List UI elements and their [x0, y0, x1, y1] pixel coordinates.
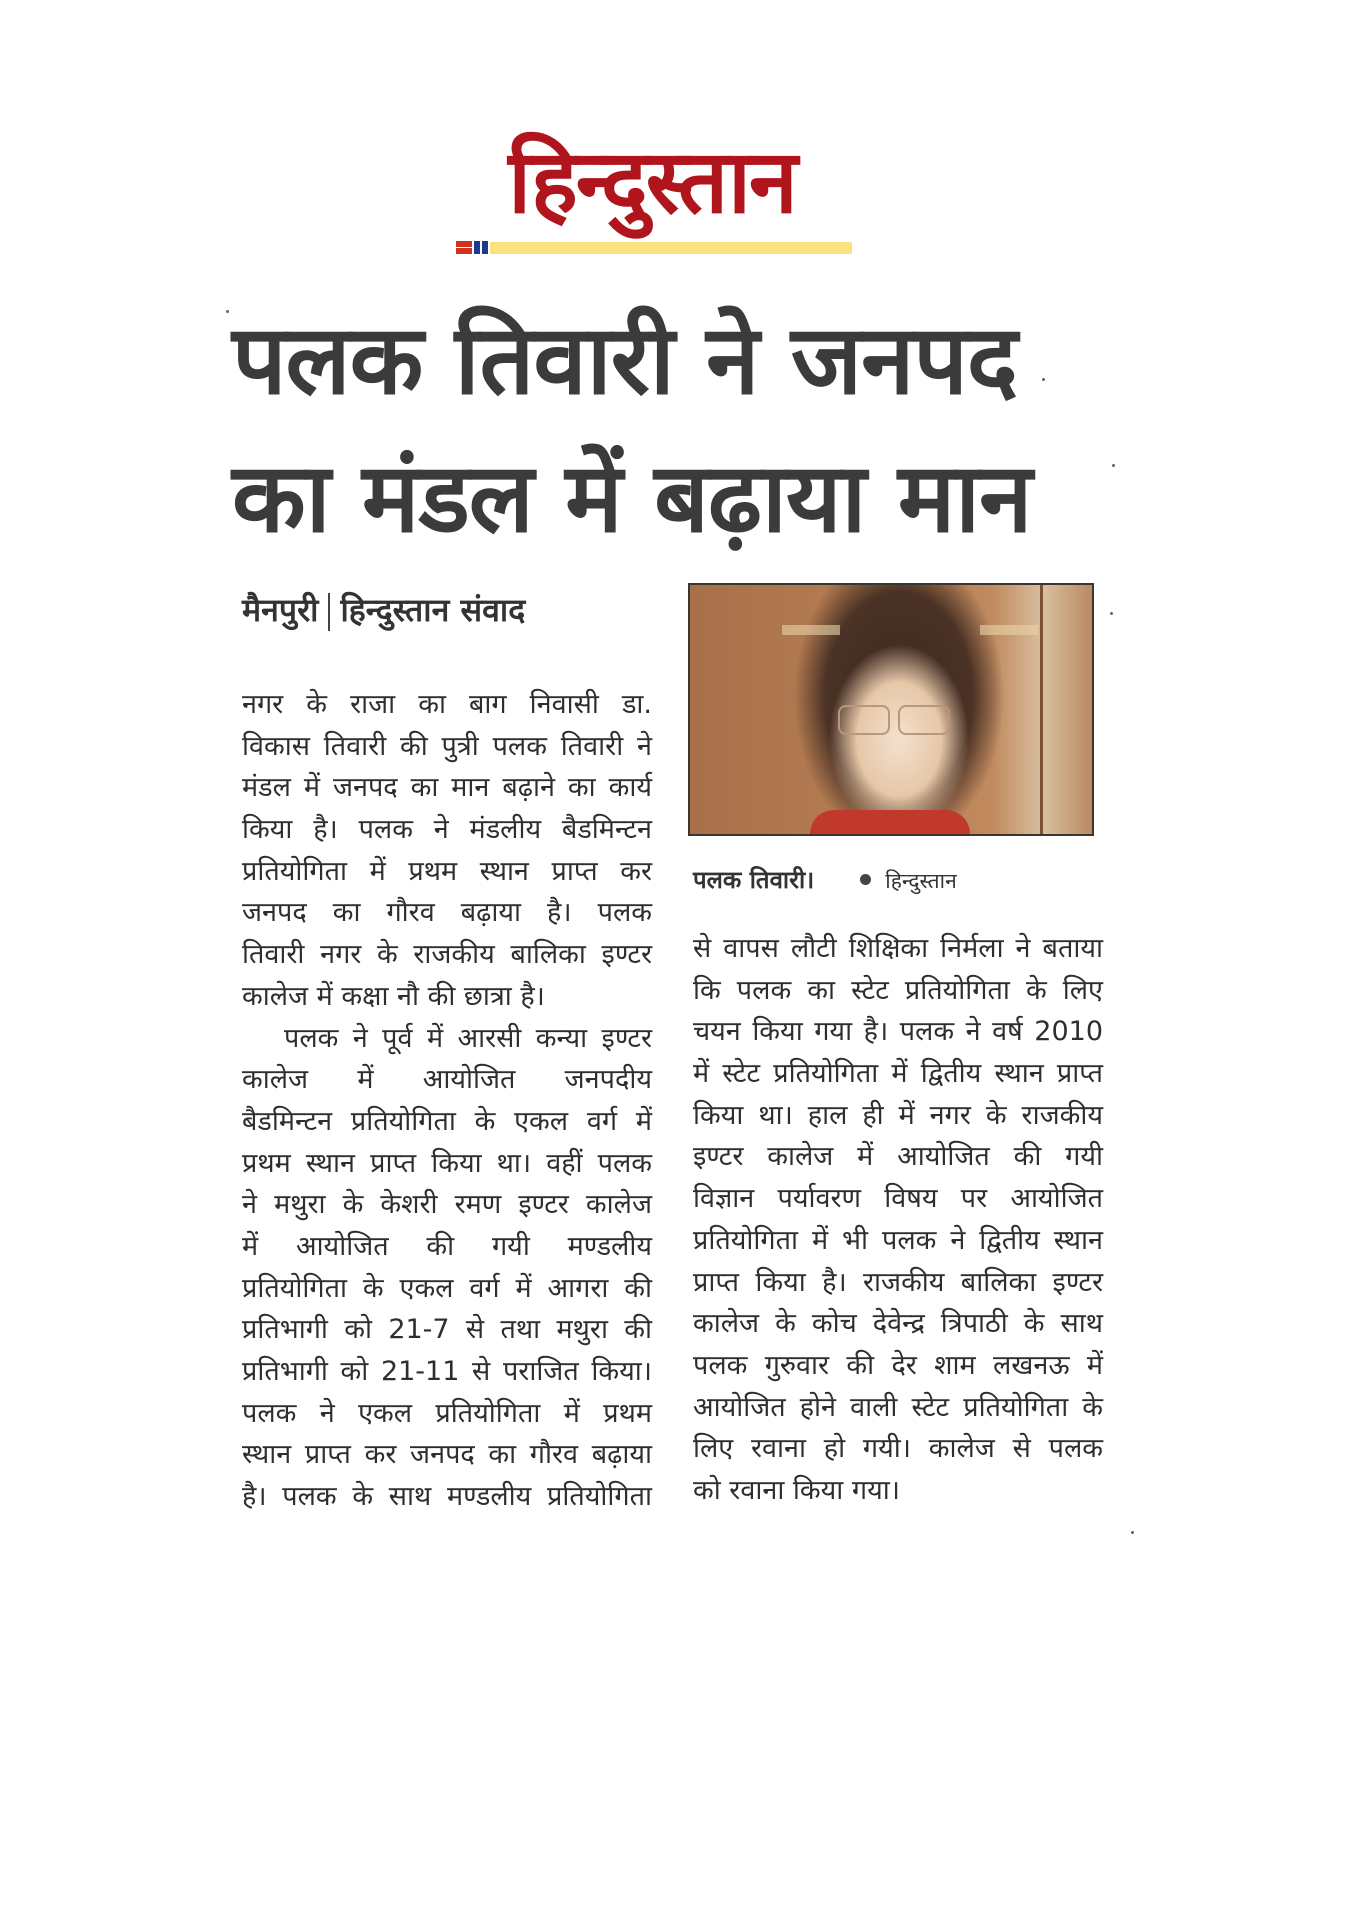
- text-line: प्रतिभागी को 21-7 से तथा मथुरा की: [242, 1314, 652, 1346]
- text-line: तिवारी नगर के राजकीय बालिका इण्टर: [242, 939, 652, 971]
- text-line: प्रतियोगिता के एकल वर्ग में आगरा की: [242, 1272, 652, 1304]
- text-line: विकास तिवारी की पुत्री पलक तिवारी ने: [242, 730, 652, 762]
- text-line: पलक गुरुवार की देर शाम लखनऊ में: [693, 1349, 1103, 1381]
- text-line: को रवाना किया गया।: [693, 1474, 900, 1506]
- dateline-source: हिन्दुस्तान संवाद: [340, 591, 526, 629]
- text-line: में स्टेट प्रतियोगिता में द्वितीय स्थान प्राप्त: [693, 1058, 1103, 1090]
- photo-caption: [693, 862, 1103, 898]
- headline-line-2: का मंडल में बढ़ाया मान: [232, 442, 1032, 554]
- logo-yellow-bar: [490, 242, 852, 254]
- text-line: मंडल में जनपद का मान बढ़ाने का कार्य: [242, 772, 652, 804]
- text-line: प्रतियोगिता में भी पलक ने द्वितीय स्थान: [693, 1224, 1103, 1256]
- photo-detail: [838, 705, 890, 735]
- scan-speck: [1112, 464, 1115, 467]
- text-line: है। पलक के साथ मण्डलीय प्रतियोगिता: [242, 1481, 652, 1513]
- text-line: चयन किया गया है। पलक ने वर्ष 2010: [693, 1016, 1103, 1048]
- article-column-right: [693, 928, 1103, 1512]
- text-line: नगर के राजा का बाग निवासी डा.: [242, 689, 652, 720]
- text-line: जनपद का गौरव बढ़ाया है। पलक: [242, 897, 652, 929]
- text-line: किया है। पलक ने मंडलीय बैडमिन्टन: [242, 814, 652, 846]
- dateline-separator: [328, 593, 330, 631]
- scan-speck: [1110, 612, 1113, 615]
- caption-name: पलक तिवारी।: [693, 866, 815, 894]
- text-line: आयोजित होने वाली स्टेट प्रतियोगिता के: [693, 1391, 1103, 1423]
- photo-detail: [898, 705, 950, 735]
- scan-speck: [226, 310, 229, 313]
- photo-detail: [1040, 585, 1043, 834]
- logo-blue-stripe: [482, 241, 488, 254]
- dateline: [242, 588, 525, 632]
- logo-red-block: [456, 241, 472, 254]
- logo-color-bar: [456, 241, 852, 254]
- text-line: पलक ने एकल प्रतियोगिता में प्रथम: [242, 1397, 652, 1429]
- text-line: कालेज के कोच देवेन्द्र त्रिपाठी के साथ: [693, 1308, 1103, 1340]
- bullet-icon: [860, 874, 871, 885]
- caption-credit: हिन्दुस्तान: [885, 869, 957, 893]
- text-line: किया था। हाल ही में नगर के राजकीय: [693, 1099, 1103, 1131]
- text-line: से वापस लौटी शिक्षिका निर्मला ने बताया: [693, 933, 1103, 964]
- headline-line-1: पलक तिवारी ने जनपद: [232, 304, 1017, 416]
- text-line: कालेज में कक्षा नौ की छात्रा है।: [242, 980, 545, 1012]
- photo-detail: [810, 810, 970, 834]
- text-line: बैडमिन्टन प्रतियोगिता के एकल वर्ग में: [242, 1105, 652, 1137]
- text-line: स्थान प्राप्त कर जनपद का गौरव बढ़ाया: [242, 1439, 652, 1471]
- text-line: कि पलक का स्टेट प्रतियोगिता के लिए: [693, 974, 1103, 1006]
- text-line: ने मथुरा के केशरी रमण इण्टर कालेज: [242, 1189, 652, 1221]
- dateline-place: मैनपुरी: [242, 591, 319, 629]
- photo-detail: [980, 625, 1038, 635]
- text-line: प्रतियोगिता में प्रथम स्थान प्राप्त कर: [242, 855, 652, 887]
- text-line: पलक ने पूर्व में आरसी कन्या इण्टर: [284, 1022, 652, 1054]
- logo-blue-stripe: [474, 241, 480, 254]
- text-line: विज्ञान पर्यावरण विषय पर आयोजित: [693, 1183, 1103, 1215]
- text-line: में आयोजित की गयी मण्डलीय: [242, 1230, 652, 1262]
- text-line: कालेज में आयोजित जनपदीय: [242, 1064, 652, 1096]
- text-line: प्राप्त किया है। राजकीय बालिका इण्टर: [693, 1266, 1103, 1298]
- text-line: प्रथम स्थान प्राप्त किया था। वहीं पलक: [242, 1147, 652, 1179]
- article-photo: [688, 583, 1094, 836]
- newspaper-logo: हिन्दुस्तान: [508, 130, 796, 233]
- text-line: इण्टर कालेज में आयोजित की गयी: [693, 1141, 1103, 1173]
- scan-speck: [1042, 378, 1045, 381]
- photo-detail: [782, 625, 840, 635]
- scan-speck: [1131, 1531, 1134, 1534]
- text-line: प्रतिभागी को 21-11 से पराजित किया।: [242, 1356, 652, 1387]
- text-line: लिए रवाना हो गयी। कालेज से पलक: [693, 1433, 1103, 1465]
- article-column-left: [242, 684, 652, 1518]
